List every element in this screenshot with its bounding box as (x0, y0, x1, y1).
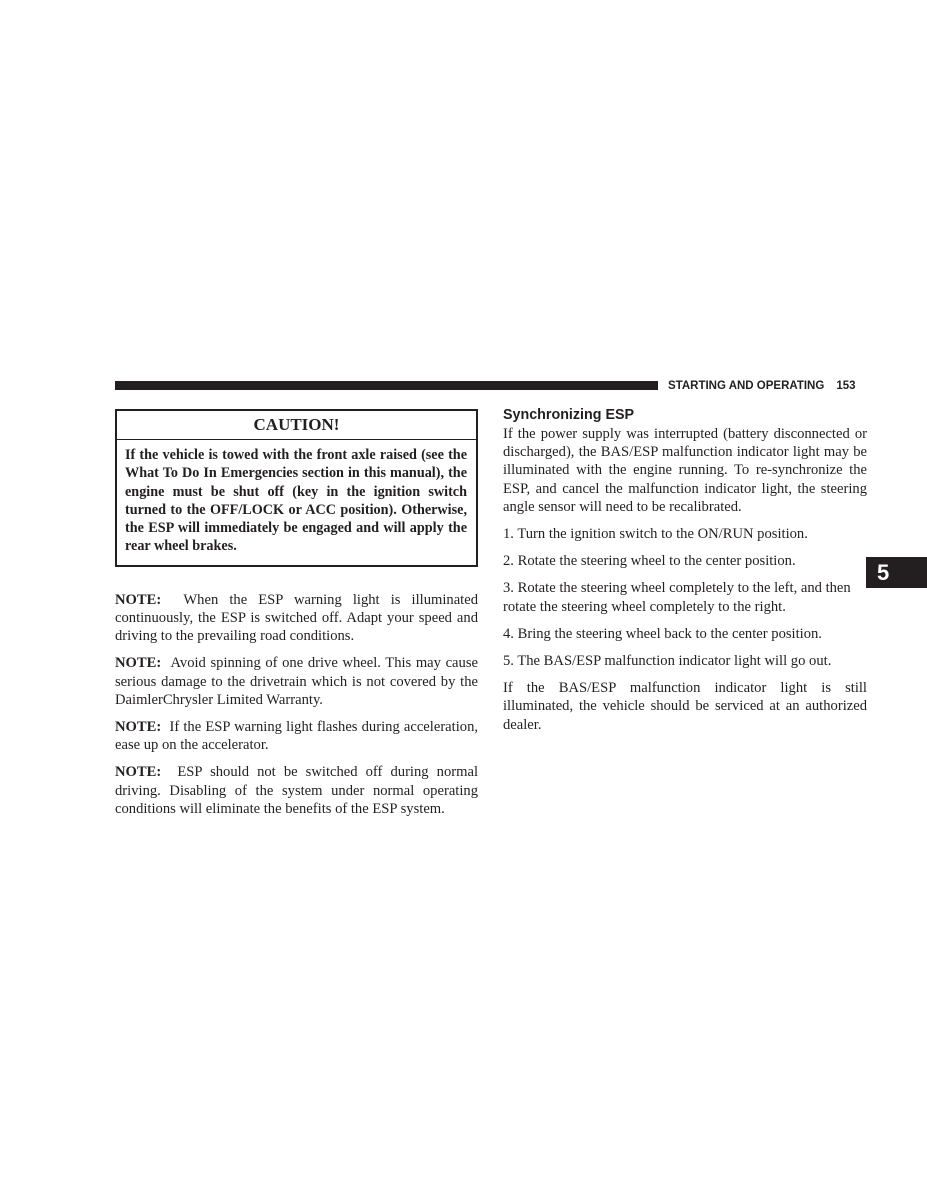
running-header (668, 379, 868, 393)
note-label: NOTE: (115, 655, 162, 672)
header-rule (115, 381, 658, 390)
note-paragraph (115, 718, 478, 754)
section-title: STARTING AND OPERATING (668, 380, 825, 392)
right-column (503, 406, 867, 734)
closing-paragraph: If the BAS/ESP malfunction indicator light is still illuminated, the vehicle should be serviced at an authorized dealer. (503, 680, 867, 733)
note-paragraph (115, 654, 478, 709)
list-item: 4. Bring the steering wheel back to the center position. (503, 625, 822, 642)
note-label: NOTE: (115, 764, 162, 781)
section-heading: Synchronizing ESP (503, 407, 635, 423)
note-text: If the ESP warning light flashes during acceleration, ease up on the accelerator. (115, 719, 479, 754)
notes-list (115, 591, 478, 818)
note-label: NOTE: (115, 719, 162, 735)
page-number: 153 (836, 380, 856, 392)
list-item: 3. Rotate the steering wheel completely to the left, and then rotate the steering wheel completely to the right. (503, 580, 851, 615)
list-item: 1. Turn the ignition switch to the ON/RUN position. (503, 526, 808, 543)
note-text: Avoid spinning of one drive wheel. This may cause serious damage to the drivetrain which is not covered by the DaimlerChrysler Limited Warranty. (115, 655, 478, 708)
chapter-number: 5 (877, 560, 890, 585)
left-column (115, 409, 478, 818)
note-text: When the ESP warning light is illuminated continuously, the ESP is switched off. Adapt your speed and driving to the prevailing road conditions. (115, 591, 478, 645)
list-item: 2. Rotate the steering wheel to the center position. (503, 553, 796, 570)
chapter-tab (866, 557, 927, 588)
note-text: ESP should not be switched off during normal driving. Disabling of the system under normal operating conditions will eliminate the benefits of the ESP system. (115, 764, 478, 817)
list-item: 5. The BAS/ESP malfunction indicator light will go out. (503, 653, 832, 670)
note-paragraph (115, 763, 478, 818)
note-label: NOTE: (115, 591, 162, 608)
caution-body: If the vehicle is towed with the front axle raised (see the What To Do In Emergencies section in this manual), the engine must be shut off (key in the ignition switch turned to the OFF/LOCK or ACC position). Otherwise, the ESP will immediately be engaged and will apply the rear wheel brakes. (125, 447, 467, 555)
intro-paragraph: If the power supply was interrupted (battery disconnected or discharged), the BAS/ESP malfunction indicator light may be illuminated with the engine running. To re-synchronize the ESP, and cancel the malfunction indicator light, the steering angle sensor will need to be recalibrated. (503, 426, 867, 515)
caution-box (115, 409, 478, 567)
note-paragraph (115, 591, 478, 646)
caution-title: CAUTION! (117, 411, 476, 440)
